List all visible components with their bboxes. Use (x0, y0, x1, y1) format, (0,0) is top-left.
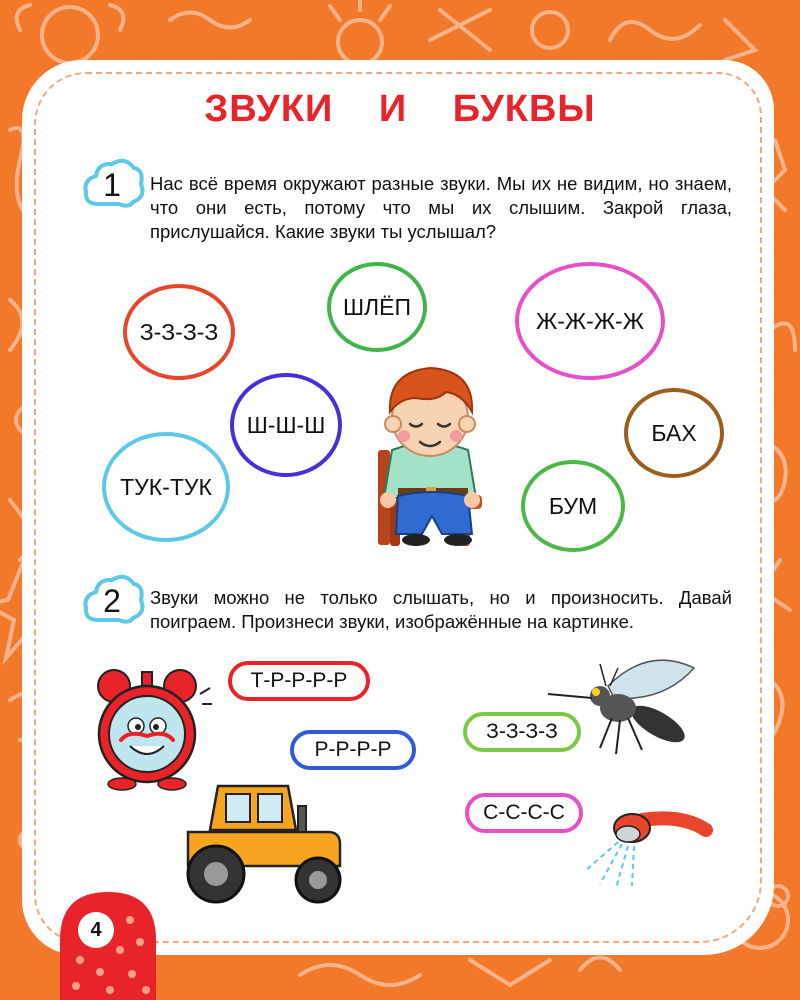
tractor-icon (178, 776, 358, 906)
sound-bubble-bum: БУМ (521, 460, 625, 552)
page-title: ЗВУКИ И БУКВЫ (204, 88, 596, 130)
sound-bubble-bakh: БАХ (624, 388, 724, 478)
speech-bubble-shower: С-С-С-С (465, 793, 583, 833)
task-number: 2 (103, 583, 121, 619)
mosquito-icon (548, 656, 698, 766)
sound-bubble-tuktuk: ТУК-ТУК (102, 432, 230, 542)
speech-bubble-clock: Т-Р-Р-Р-Р (228, 661, 370, 701)
page-number: 4 (78, 912, 114, 948)
sound-bubble-zhzh: Ж-Ж-Ж-Ж (515, 262, 665, 380)
page-number-tab (60, 890, 156, 1000)
shower-head-icon (582, 800, 712, 890)
speech-bubble-mosquito: З-З-З-З (463, 712, 581, 752)
sun-doodle-icon (42, 7, 98, 63)
task-number-badge (84, 160, 140, 210)
sound-bubble-shlep: ШЛЁП (327, 262, 427, 352)
speech-bubble-tractor: Р-Р-Р-Р (290, 730, 416, 770)
sound-bubble-zzzz: З-З-З-З (123, 284, 235, 380)
task-number: 1 (103, 167, 121, 203)
sound-bubble-shsh: Ш-Ш-Ш (230, 373, 342, 477)
task1-text: Нас всё время окружают разные звуки. Мы их не видим, но знаем, что они есть, потому что мы их слышим. Закрой глаза, прислушайся. Какие звуки ты услышал? (150, 173, 732, 242)
task-number-badge (84, 576, 140, 626)
alarm-clock-icon (92, 664, 212, 794)
page-tab-shape (60, 890, 156, 1000)
boy-listening-illustration (360, 350, 500, 550)
task2-text: Звуки можно не только слышать, но и произносить. Давай поиграем. Произнеси звуки, изображённые на картинке. (150, 587, 732, 632)
